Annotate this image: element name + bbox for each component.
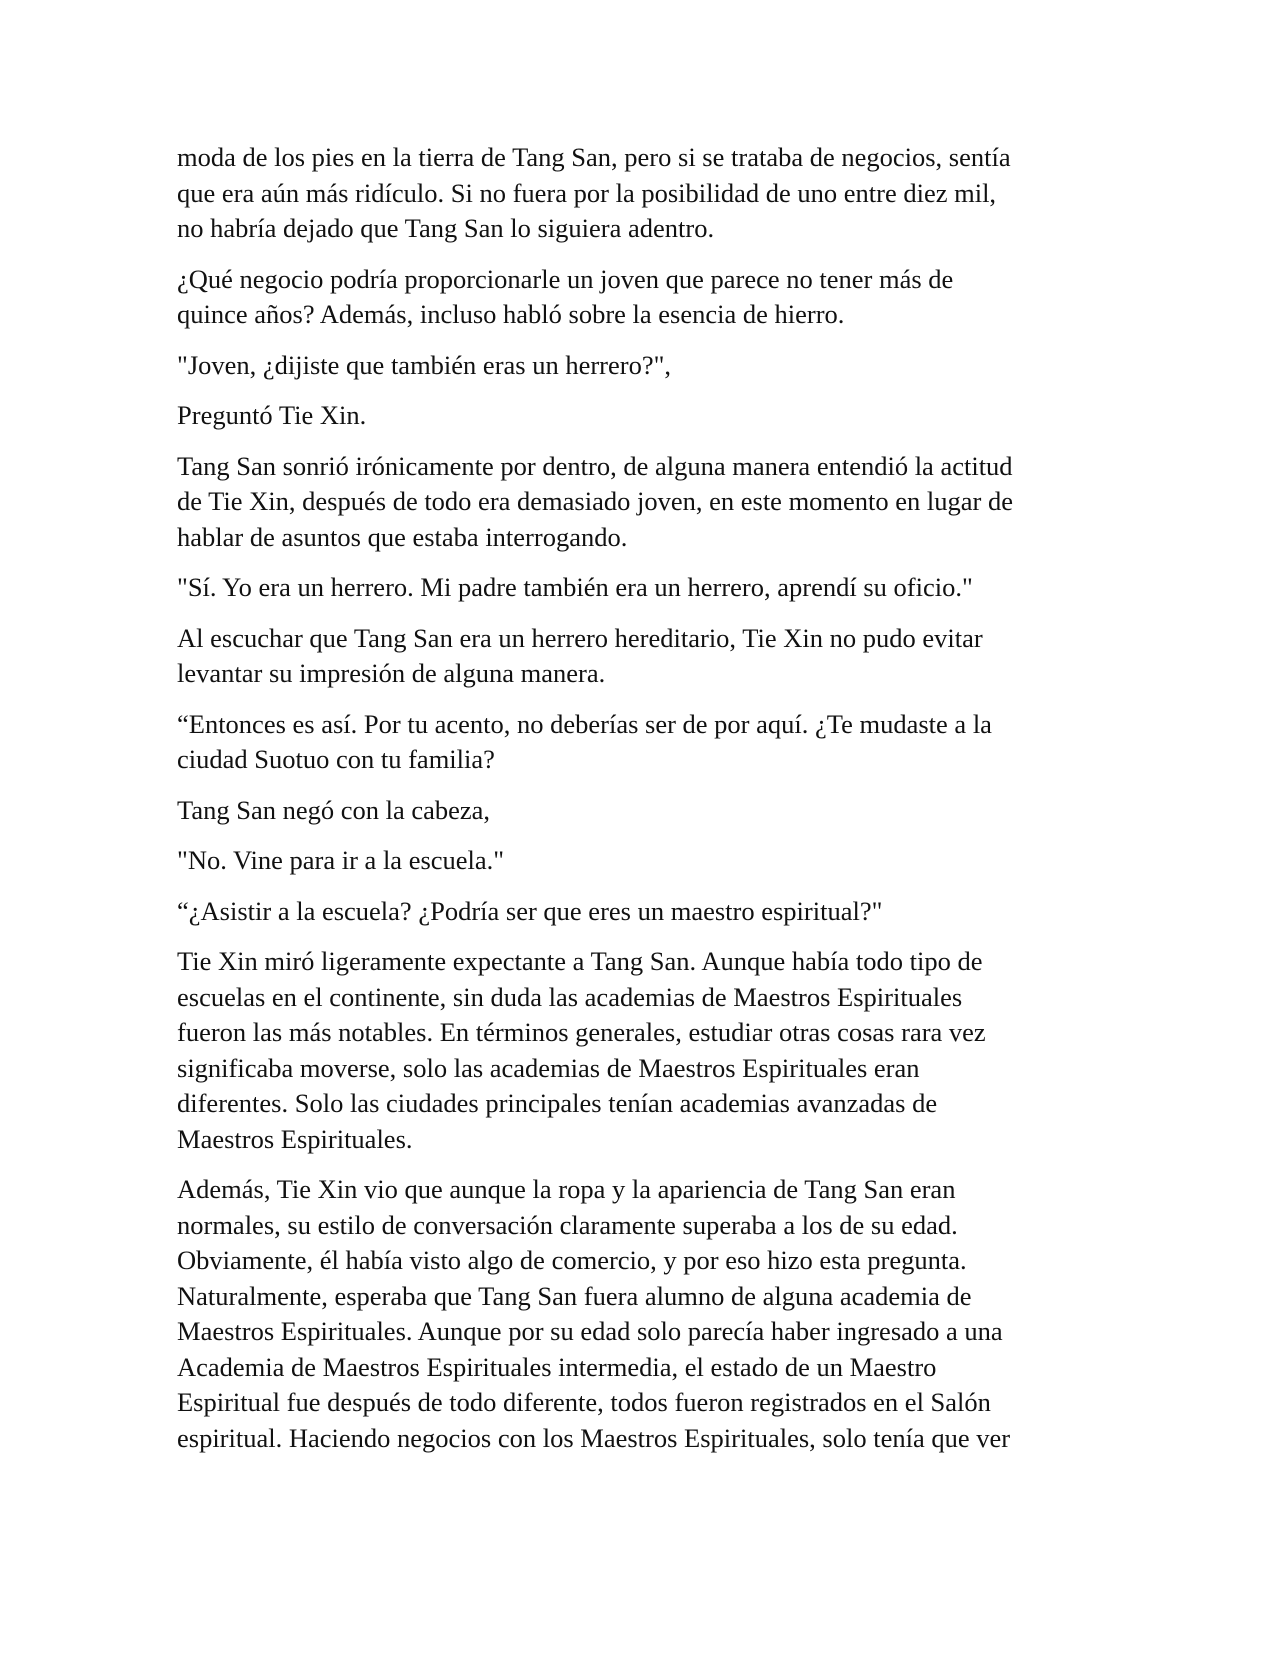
paragraph-10: "No. Vine para ir a la escuela." xyxy=(177,845,505,875)
paragraph-5: Tang San sonrió irónicamente por dentro, de alguna manera entendió la actitud de Tie Xin, después de todo era demasiado joven, en este momento en lugar de hablar de asuntos que estaba interrogando. xyxy=(177,450,1014,552)
paragraph-9: Tang San negó con la cabeza, xyxy=(177,794,491,825)
paragraph-7: Al escuchar que Tang San era un herrero hereditario, Tie Xin no pudo evitar levantar su impresión de alguna manera. xyxy=(177,622,983,688)
paragraph-8: “Entonces es así. Por tu acento, no deberías ser de por aquí. ¿Te mudaste a la ciudad Suotuo con tu familia? xyxy=(177,708,992,774)
paragraph-12: Tie Xin miró ligeramente expectante a Tang San. Aunque había todo tipo de escuelas en el continente, sin duda las academias de Maestros Espirituales fueron las más notables. En términos generales, estudiar otras cosas rara vez significaba moverse, solo las academias de Maestros Espirituales eran diferentes. Solo las ciudades principales tenían academias avanzadas de Maestros Espirituales. xyxy=(177,946,986,1154)
document-page xyxy=(177,140,1107,1471)
paragraph-4: Preguntó Tie Xin. xyxy=(177,400,367,430)
paragraph-13: Además, Tie Xin vio que aunque la ropa y la apariencia de Tang San eran normales, su estilo de conversación claramente superaba a los de su edad. Obviamente, él había visto algo de comercio, y por eso hizo esta pregunta. Naturalmente, esperaba que Tang San fuera alumno de alguna academia de Maestros Espirituales. Aunque por su edad solo parecía haber ingresado a una Academia de Maestros Espirituales intermedia, el estado de un Maestro Espiritual fue después de todo diferente, todos fueron registrados en el Salón espiritual. Haciendo negocios con los Maestros Espirituales, solo tenía que ver xyxy=(177,1174,1011,1453)
paragraph-3: "Joven, ¿dijiste que también eras un herrero?", xyxy=(177,349,672,380)
paragraph-1: moda de los pies en la tierra de Tang San, pero si se trataba de negocios, sentía que era aún más ridículo. Si no fuera por la posibilidad de uno entre diez mil, no habría dejado que Tang San lo siguiera adentro. xyxy=(177,142,1011,243)
paragraph-2: ¿Qué negocio podría proporcionarle un joven que parece no tener más de quince años? Además, incluso habló sobre la esencia de hierro. xyxy=(177,263,954,329)
paragraph-6: "Sí. Yo era un herrero. Mi padre también era un herrero, aprendí su oficio." xyxy=(177,572,973,602)
paragraph-11: “¿Asistir a la escuela? ¿Podría ser que eres un maestro espiritual?" xyxy=(177,895,883,926)
